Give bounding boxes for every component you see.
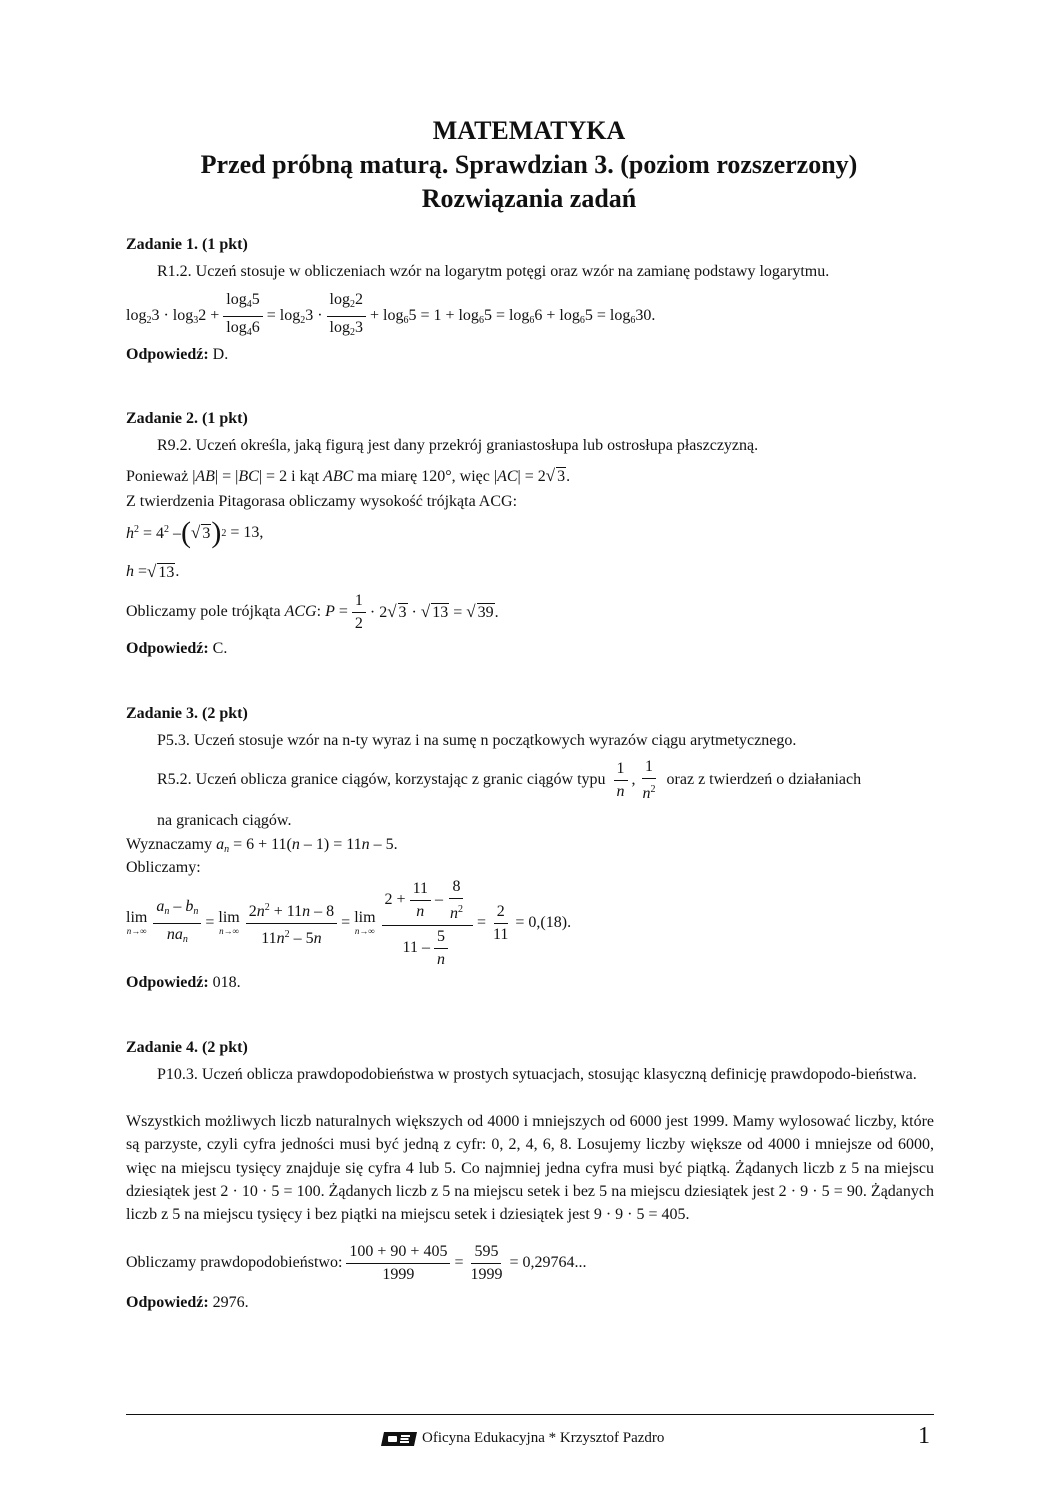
document-subject: MATEMATYKA [432,116,626,145]
task-2-line-2: Z twierdzenia Pitagorasa obliczamy wysokość trójkąta ACG: [126,493,518,510]
task-2-requirement: R9.2. Uczeń określa, jaką figurą jest dany przekrój graniastosłupa lub ostrosłupa płaszczyzną. [157,437,759,454]
document-heading: Rozwiązania zadań [421,184,637,213]
task-2-title: Zadanie 2. (1 pkt) [126,410,248,427]
document-subtitle: Przed próbną maturą. Sprawdzian 3. (poziom rozszerzony) [200,150,858,179]
task-3-an-formula: Wyznaczamy $a_n = 6 + 11(n - 1) = 11n - 5$. [126,836,398,855]
task-3-requirement-1: P5.3. Uczeń stosuje wzór na n-ty wyraz i na sumę n początkowych wyrazów ciągu arytmetycznego. [157,732,797,749]
task-4-requirement: P10.3. Uczeń oblicza prawdopodobieństwa w prostych sytuacjach, stosując klasyczną definicję prawdopodo-bieństwa. [157,1066,917,1083]
task-1-title: Zadanie 1. (1 pkt) [126,236,248,253]
task-3-limit: lim n→∞ $\frac{a_n - b_n}{na_n}$ = lim n→∞ $\frac{2n^2 + 11n - 8}{11n^2 - 5n}$ = lim n→∞ 2 + $\frac{11}{n}$ – $\frac{8}{n^2}$ 11 – $\frac{5}{n}$ = $\frac{2}{11}$ = 0,(18). [126,877,572,968]
task-1-equation: $\log_23 \cdot \log_32$ + $\frac{\log_45}{\log_46}$ = $\log_23$ · $\frac{\log_22}{\log_23}$ + $\log_65 = 1 + \log_65 = \log_66 + \log_65 = \log_630$. [126,290,656,338]
oe-logo-icon [381,1432,417,1446]
task-2-pythagoras: $h^2 = 4^2$ – ( √ 3 ) 2 = 13, [126,516,264,549]
task-2-answer: Odpowiedź: C. [126,640,228,657]
task-1-requirement: R1.2. Uczeń stosuje w obliczeniach wzór na logarytm potęgi oraz wzór na zamianę podstawy logarytmu. [157,263,830,280]
task-3-title: Zadanie 3. (2 pkt) [126,705,248,722]
page-number: 1 [918,1423,930,1449]
task-4-title: Zadanie 4. (2 pkt) [126,1039,248,1056]
task-3-requirement-2: R5.2. Uczeń oblicza granice ciągów, korzystając z granic ciągów typu $\frac{1}{n}$ , $\frac{1}{n^2}$ oraz z twierdzeń o działaniach [157,757,862,802]
task-4-body: Wszystkich możliwych liczb naturalnych większych od 4000 i mniejszych od 6000 jest 1999. Mamy wylosować liczby, które są parzyste, czyli cyfra jedności musi być jedną z cyfr: 0, 2, 4, 6, 8. Losujemy liczby większe od 4000 i mniejsze od 6000, więc na miejscu tysięcy znajduje się cyfra 4 lub 5. Co najmniej jedna cyfra musi być piątką. Żądanych liczb z 5 na miejscu dziesiątek jest 2 · 10 · 5 = 100. Żądanych liczb z 5 na miejscu setek i bez 5 na miejscu dziesiątek jest 2 · 9 · 5 = 90. Żądanych liczb z 5 na miejscu tysięcy i bez piątki na miejscu setek i dziesiątek jest 9 · 9 · 5 = 405. [126,1113,934,1224]
task-2-area: Obliczamy pole trójkąta ACG: P = $\frac{1}{2}$ · 2√ 3 · √ 13 = √ 39. [126,591,499,632]
footer-divider [126,1414,934,1415]
task-4-probability: Obliczamy prawdopodobieństwo: $\frac{100 + 90 + 405}{1999}$ = $\frac{595}{1999}$ = 0,29764... [126,1242,587,1283]
task-4-answer: Odpowiedź: 2976. [126,1294,249,1311]
task-1-answer: Odpowiedź: D. [126,346,229,363]
task-3-answer: Odpowiedź: 018. [126,974,241,991]
footer-publisher: Oficyna Edukacyjna * Krzysztof Pazdro [422,1430,665,1446]
task-3-compute-label: Obliczamy: [126,859,201,876]
task-2-height: h = √ 13 . [126,562,180,581]
task-2-line-1: Ponieważ |AB| = |BC| = 2 i kąt ABC ma miarę 120°, więc |AC| = 2√ 3. [126,466,571,485]
task-3-requirement-2-cont: na granicach ciągów. [157,812,292,829]
